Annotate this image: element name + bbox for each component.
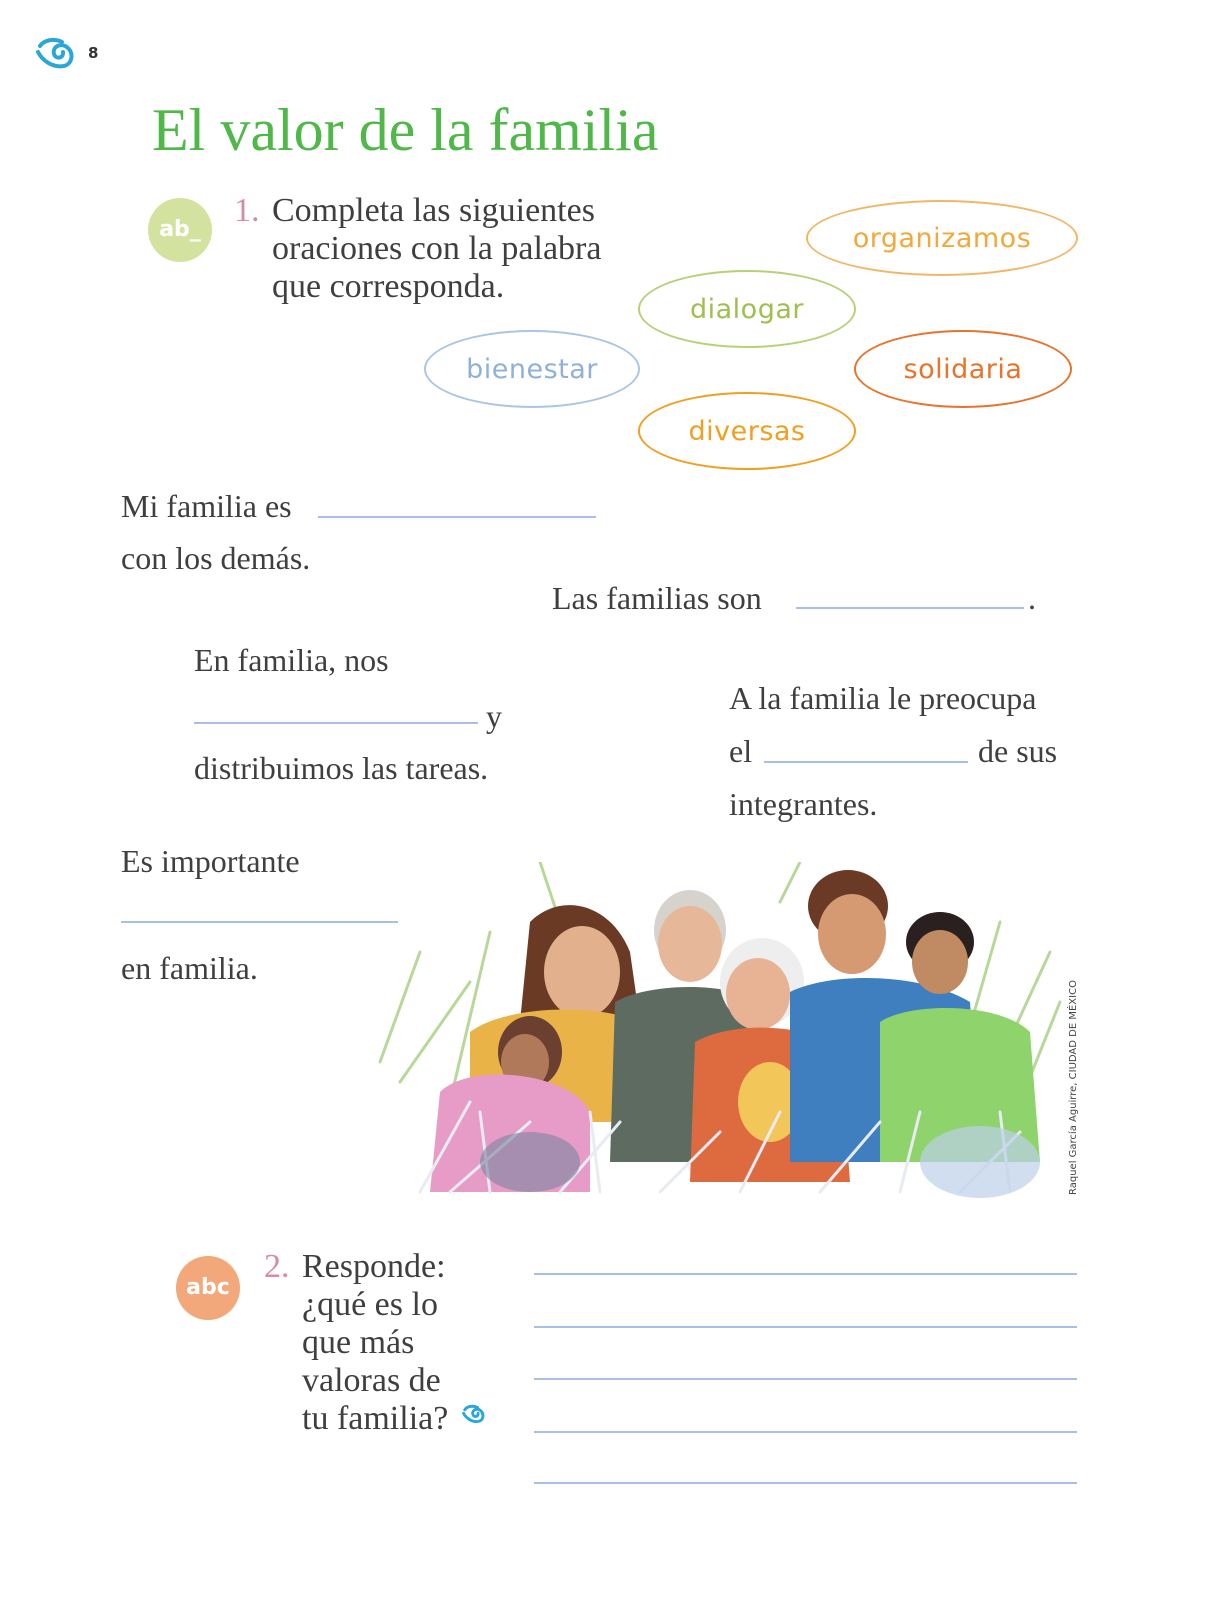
sentence-text: de sus	[978, 733, 1058, 769]
answer-line[interactable]	[534, 1431, 1077, 1433]
page-number: 8	[88, 44, 99, 62]
word-label: solidaria	[903, 353, 1023, 385]
family-illustration	[360, 862, 1062, 1200]
page-title: El valor de la familia	[152, 97, 659, 163]
instruction-line: valoras de	[302, 1362, 441, 1399]
sentence-text: y	[486, 698, 502, 734]
instruction-line: Responde:	[302, 1248, 446, 1285]
word-label: bienestar	[466, 353, 598, 385]
spiral-logo-icon	[462, 1404, 486, 1426]
sentence-text: integrantes.	[729, 786, 878, 822]
sentence-text: Las familias son	[552, 580, 762, 616]
sentence-text: en familia.	[121, 950, 258, 986]
answer-line[interactable]	[534, 1326, 1077, 1328]
sentence-text: con los demás.	[121, 540, 311, 576]
word-oval-dialogar	[638, 270, 856, 348]
fill-in-blank[interactable]	[764, 761, 968, 763]
fill-in-blank[interactable]	[194, 722, 478, 724]
illustration-credit: Raquel García Aguirre, CIUDAD DE MÉXICO	[1068, 980, 1079, 1195]
fill-in-blank[interactable]	[796, 607, 1024, 609]
word-oval-solidaria	[854, 330, 1072, 408]
exercise-1-instruction	[272, 192, 601, 306]
spiral-logo-icon	[36, 36, 76, 74]
sentence-period: .	[1028, 580, 1036, 616]
sentence-text: En familia, nos	[194, 642, 389, 678]
instruction-line: que corresponda.	[272, 268, 505, 305]
sentence-text: A la familia le preocupa	[729, 680, 1037, 716]
sentence-text: distribuimos las tareas.	[194, 750, 489, 786]
sentence-text: Mi familia es	[121, 488, 292, 524]
instruction-line: tu familia?	[302, 1400, 449, 1437]
answer-line[interactable]	[534, 1273, 1077, 1275]
word-oval-organizamos	[806, 200, 1078, 276]
fill-in-blank[interactable]	[121, 921, 398, 923]
word-label: diversas	[688, 415, 806, 447]
sentence-text: el	[729, 733, 753, 769]
answer-line[interactable]	[534, 1482, 1077, 1484]
word-label: dialogar	[690, 293, 804, 325]
word-label: organizamos	[852, 222, 1032, 254]
answer-line[interactable]	[534, 1378, 1077, 1380]
instruction-line: oraciones con la palabra	[272, 230, 602, 267]
exercise-1-badge: ab_	[148, 198, 212, 262]
exercise-2-badge: abc	[176, 1256, 240, 1320]
exercise-1-number: 1.	[234, 192, 260, 229]
sentence-text: Es importante	[121, 843, 300, 879]
exercise-2-instruction	[302, 1248, 448, 1438]
word-oval-bienestar	[424, 330, 640, 408]
word-oval-diversas	[638, 392, 856, 470]
fill-in-blank[interactable]	[318, 516, 596, 518]
exercise-2-number: 2.	[264, 1248, 290, 1285]
instruction-line: Completa las siguientes	[272, 192, 595, 229]
instruction-line: ¿qué es lo	[302, 1286, 438, 1323]
instruction-line: que más	[302, 1324, 415, 1361]
